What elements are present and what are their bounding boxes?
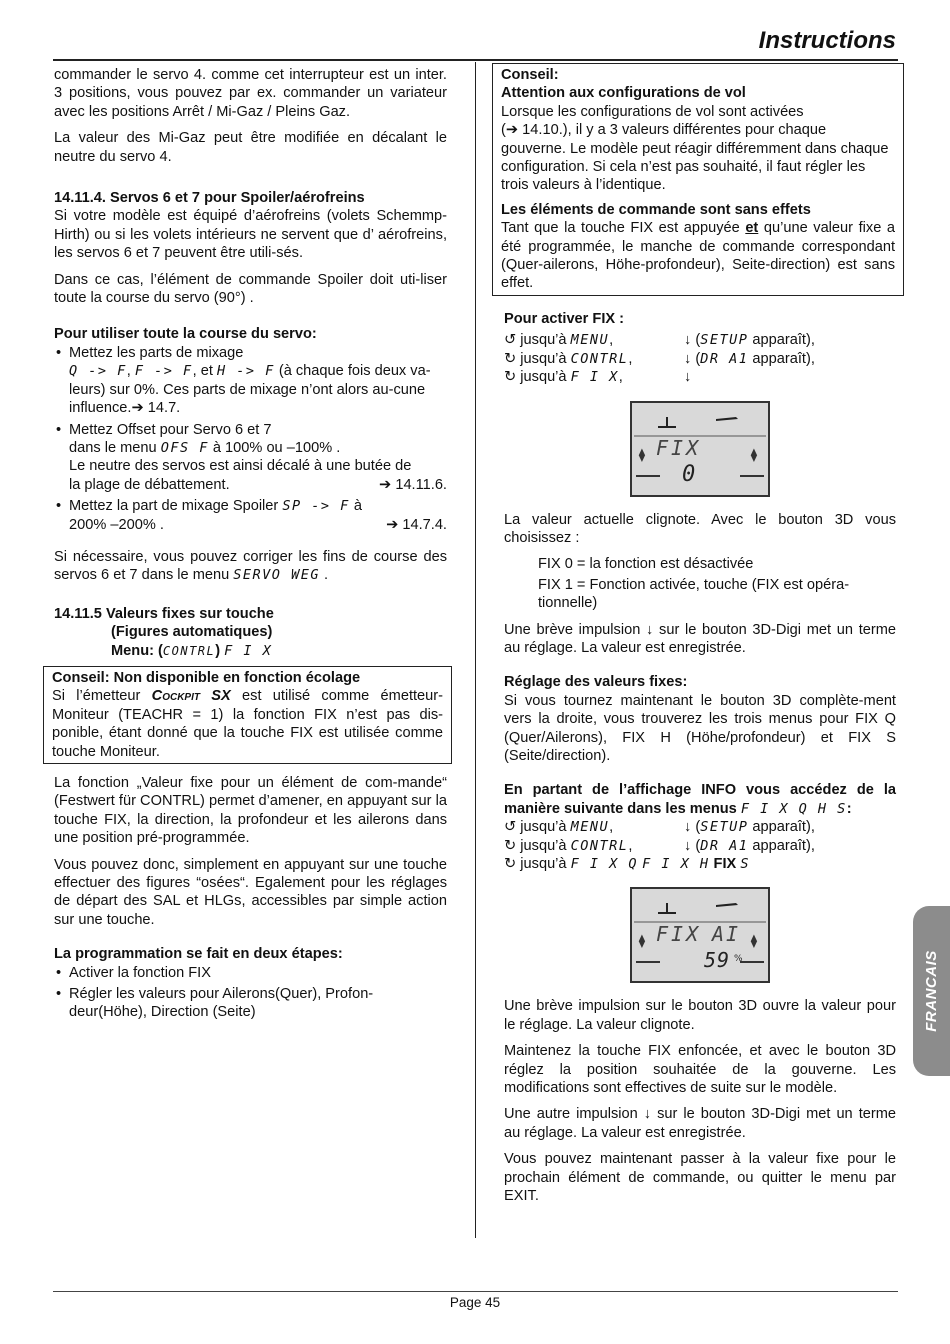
svg-text:⧫: ⧫: [638, 447, 646, 463]
paragraph-figures: Vous pouvez donc, simplement en appuyant sur une touche effectuer des figures “osées“. Egalement pour les réglages de départ des SAL et HLGs, accessibles par simple action sur une touche.: [54, 856, 447, 928]
tip-box-label: Conseil:: [501, 67, 559, 83]
tip-box-text: Lorsque les configurations de vol sont activées (➔ 14.10.), il y a 3 valeurs différentes pour chaque gouverne. Le modèle peut réagir différemment dans chaque configuration. Si cela n’est pas souhaité, il faut régler les trois valeurs à l’identique.: [501, 103, 889, 194]
tip-box-text: Si l’émetteur Cockpit SX est utilisé comme émetteur-Moniteur (TEACHR = 1) la fonction FIX n’est pas dis-ponible, étant donné que la touche FIX est utilisée comme touche Moniteur.: [52, 688, 444, 760]
footer-rule: [53, 1291, 898, 1292]
bullet-list-servo: [54, 344, 447, 534]
paragraph-fins-course: Si nécessaire, vous pouvez corriger les fins de course des servos 6 et 7 dans le menu SERVO WEG .: [54, 548, 447, 584]
subheading-activer-fix: Pour activer FIX :: [504, 310, 625, 327]
svg-text:⧫: ⧫: [638, 934, 646, 950]
paragraph-valeur-fixe: La fonction „Valeur fixe pour un élément de com-mande“ (Festwert für CONTRL) permet d’amener, en appuyant sur la touche FIX, la direction, la profondeur et les ailerons dans une position pré-programmée.: [54, 775, 447, 847]
paragraph-valeur-clignote: La valeur actuelle clignote. Avec le bouton 3D vous choisissez :: [504, 511, 896, 546]
lcd-display-fix-ai: [630, 887, 770, 983]
rotate-right-icon: ↻: [504, 350, 517, 367]
paragraph-reglage: Si vous tournez maintenant le bouton 3D complète-ment vers la droite, vous trouverez les trois menus pour FIX Q (Quer/Ailerons), FIX H (Höhe/profondeur) et FIX S (Seite/direction).: [504, 692, 896, 764]
page-number: Page 45: [449, 1295, 501, 1310]
paragraph-impulsion: Une brève impulsion ↓ sur le bouton 3D-Digi met un terme au réglage. La valeur est enregistrée.: [504, 621, 896, 656]
menu-step: ↻ jusqu’à F I X, ↓: [504, 369, 692, 386]
menu-step: ↻ jusqu’à CONTRL, ↓ (DR A1 apparaît),: [504, 837, 815, 854]
lcd-value: 0: [682, 461, 696, 487]
tip-box-ecolage: [43, 666, 452, 764]
menu-step: ↻ jusqu’à CONTRL, ↓ (DR A1 apparaît),: [504, 350, 815, 367]
section-menu-path: Menu: (CONTRL) F I X: [111, 642, 273, 659]
subheading-programmation: La programmation se fait en deux étapes:: [54, 946, 343, 963]
rotate-left-icon: ↺: [504, 819, 517, 836]
rotate-right-icon: ↻: [504, 856, 517, 872]
language-tab-label: FRANCAIS: [922, 950, 940, 1032]
section-subtitle: (Figures automatiques): [111, 624, 273, 641]
lcd-value: 59: [704, 948, 731, 973]
subheading-course-servo: Pour utiliser toute la course du servo:: [54, 326, 317, 343]
subheading-reglage: Réglage des valeurs fixes:: [504, 674, 688, 691]
list-item: • Mettez la part de mixage Spoiler SP -> F à 200% –200% . ➔ 14.7.4.: [54, 497, 447, 534]
tip-box-title: Conseil: Non disponible en fonction écolage: [52, 669, 361, 686]
list-item: • Régler les valeurs pour Ailerons(Quer), Profon-deur(Höhe), Direction (Seite): [54, 985, 447, 1022]
menu-step: ↻ jusqu’à F I X Q F I X H FIX S: [504, 856, 750, 872]
tip-box-title: Les éléments de commande sont sans effets: [501, 201, 811, 218]
menu-steps-fix: [504, 818, 896, 873]
paragraph-ouvre-valeur: Une brève impulsion sur le bouton 3D ouvre la valeur pour le réglage. La valeur clignote.: [504, 998, 896, 1033]
page-header-title: Instructions: [758, 27, 896, 54]
right-column: [501, 66, 896, 1213]
header-rule: [53, 59, 898, 61]
tip-box-title: Attention aux configurations de vol: [501, 85, 746, 102]
paragraph-aerofreins: Si votre modèle est équipé d’aérofreins (volets Schemmp-Hirth) ou si les volets intérieurs ne servent que d’ aérofreins, les servos 6 et 7 peuvent être utili-sés.: [54, 208, 447, 262]
left-column: [54, 66, 447, 1030]
svg-text:⧫: ⧫: [750, 934, 758, 950]
lcd-display-fix: [630, 401, 770, 497]
tip-box-configurations: [492, 63, 904, 296]
paragraph-exit: Vous pouvez maintenant passer à la valeur fixe pour le prochain élément de commande, ou quitter le menu par EXIT.: [504, 1151, 896, 1205]
list-item: • Mettez les parts de mixage Q -> F, F -> F, et H -> F (à chaque fois deux va-leurs) sur 0%. Ces parts de mixage n’ont alors au-cune influence.➔ 14.7.: [54, 344, 447, 418]
menu-step: ↺ jusqu’à MENU, ↓ (SETUP apparaît),: [504, 819, 815, 836]
paragraph-autre-impulsion: Une autre impulsion ↓ sur le bouton 3D-Digi met un terme au réglage. La valeur est enregistrée.: [504, 1106, 896, 1141]
fix1-line: FIX 1 = Fonction activée, touche (FIX est opéra-tionnelle): [538, 576, 850, 612]
paragraph-spoiler: Dans ce cas, l’élément de commande Spoiler doit uti-liser toute la course du servo (90°) .: [54, 271, 447, 307]
rotate-right-icon: ↻: [504, 369, 517, 386]
menu-step: ↺ jusqu’à MENU, ↓ (SETUP apparaît),: [504, 332, 815, 349]
lcd-title: FIX: [656, 922, 702, 947]
subheading-info: En partant de l’affichage INFO vous accédez de la manière suivante dans les menus F I X Q H S:: [504, 782, 896, 817]
rotate-left-icon: ↺: [504, 332, 517, 349]
lcd-unit: %: [734, 954, 743, 965]
language-tab: [913, 906, 950, 1076]
paragraph-servo4: commander le servo 4. comme cet interrupteur est un inter. 3 positions, vous pouvez par ex. commander un variateur avec les positions Arrêt / Mi-Gaz / Pleins Gaz.: [54, 67, 447, 120]
rotate-right-icon: ↻: [504, 837, 517, 854]
bullet-list-programmation: [54, 964, 447, 1022]
section-heading-14-11-4: 14.11.4. Servos 6 et 7 pour Spoiler/aérofreins: [54, 190, 365, 207]
lcd-channel: AI: [712, 922, 741, 947]
svg-text:⧫: ⧫: [750, 447, 758, 463]
list-item: • Mettez Offset pour Servo 6 et 7 dans le menu OFS F à 100% ou –100% . Le neutre des servos est ainsi décalé à une butée de la plage de débattement. ➔ 14.11.6.: [54, 421, 447, 495]
fix0-line: FIX 0 = la fonction est désactivée: [538, 556, 754, 573]
paragraph-maintenez: Maintenez la touche FIX enfoncée, et avec le bouton 3D réglez la position souhaitée de la gouverne. Les modifications sont effectives de suite sur le modèle.: [504, 1043, 896, 1097]
list-item: • Activer la fonction FIX: [54, 964, 447, 982]
menu-steps-activer: [504, 331, 896, 386]
section-heading-14-11-5: 14.11.5 Valeurs fixes sur touche: [54, 605, 274, 622]
lcd-title: FIX: [656, 435, 702, 460]
tip-box-text: Tant que la touche FIX est appuyée et qu’une valeur fixe a été programmée, le manche de commande correspondant (Quer-ailerons, Höhe-profondeur), Seite-direction) est sans effet.: [501, 220, 895, 292]
paragraph-mi-gaz: La valeur des Mi-Gaz peut être modifiée en décalant le neutre du servo 4.: [54, 130, 447, 165]
column-divider: [475, 62, 476, 1238]
